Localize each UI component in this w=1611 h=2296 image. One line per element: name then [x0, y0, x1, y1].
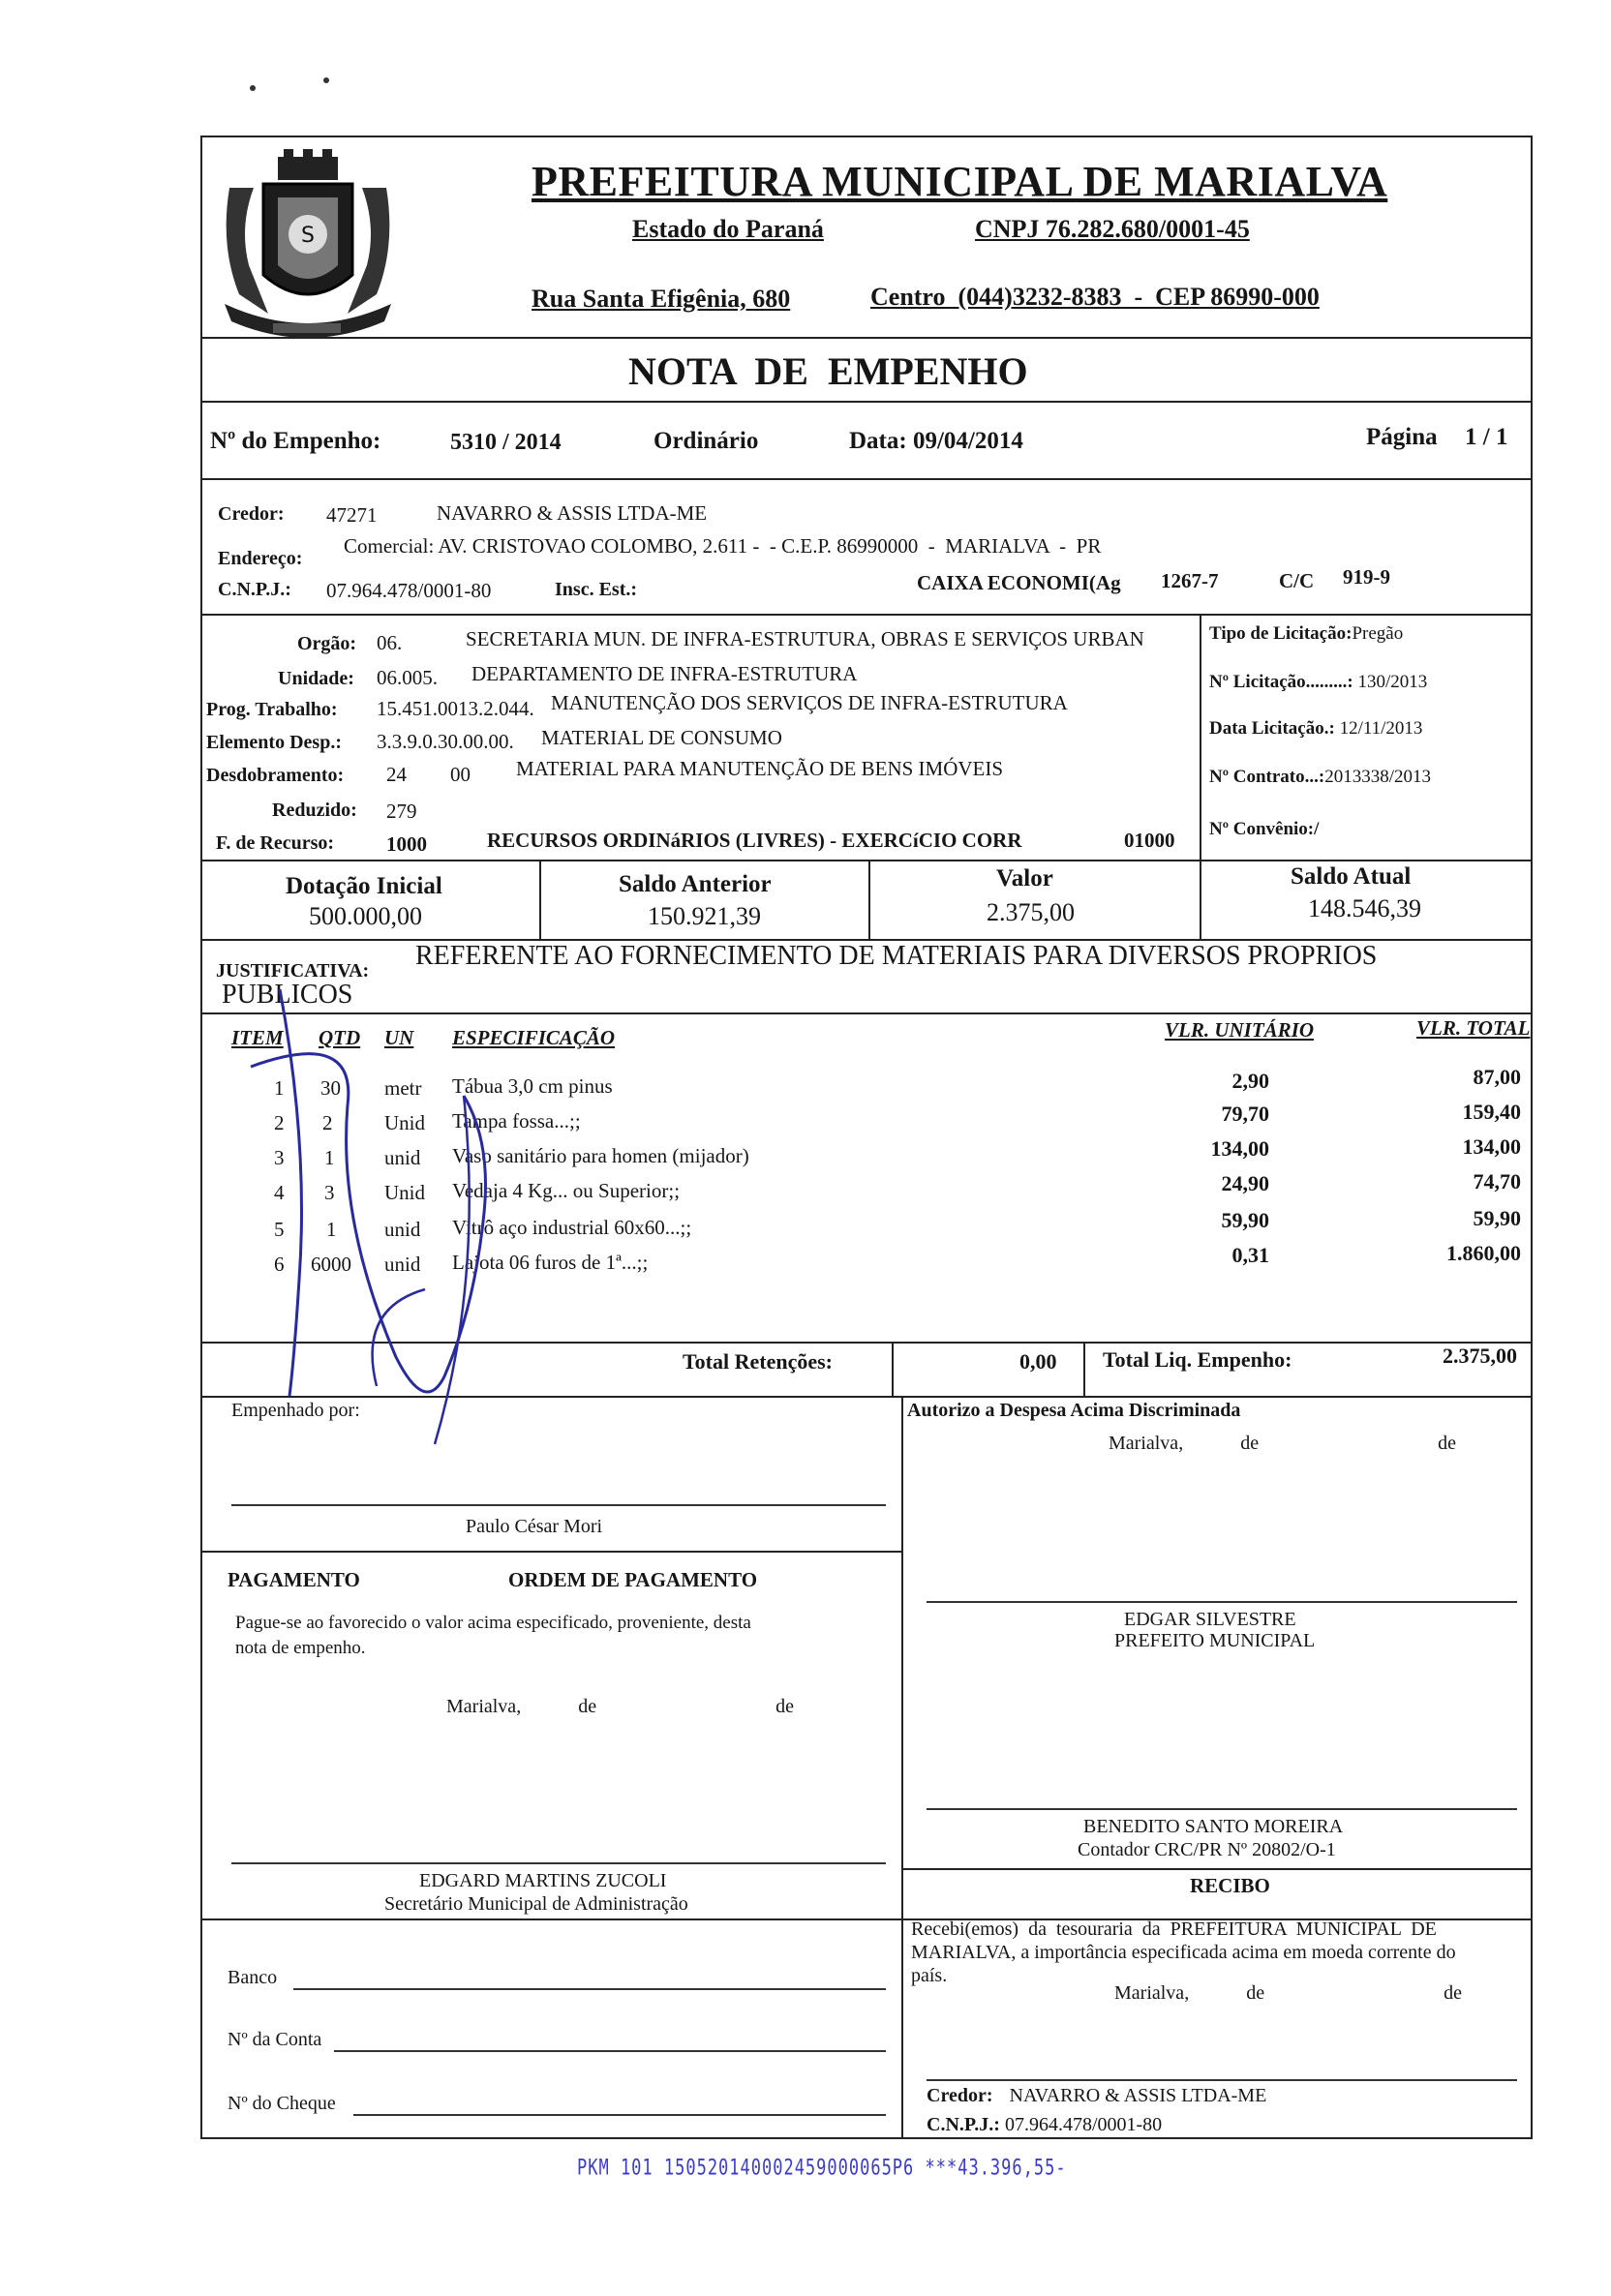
insc-label: Insc. Est.: — [555, 579, 638, 600]
desdobramento-sub: 00 — [450, 763, 471, 786]
empenho-type: Ordinário — [654, 428, 759, 454]
bank-agency: 1267-7 — [1161, 569, 1219, 592]
contador-title: Contador CRC/PR Nº 20802/O-1 — [1078, 1839, 1336, 1860]
reduzido-code: 279 — [386, 800, 417, 823]
item-un: unid — [384, 1146, 421, 1169]
signature-line — [231, 1862, 886, 1864]
recurso-code: 1000 — [386, 832, 427, 856]
place-label: Marialva, — [446, 1696, 522, 1717]
divider — [868, 860, 870, 939]
signature-line — [927, 1808, 1517, 1810]
orgao-desc: SECRETARIA MUN. DE INFRA-ESTRUTURA, OBRAS E SERVIÇOS URBAN — [466, 627, 1144, 650]
header-street: Rua Santa Efigênia, 680 — [532, 285, 791, 313]
empenho-label: Nº do Empenho: — [210, 428, 381, 454]
divider — [202, 860, 1531, 861]
saldo-atual-value: 148.546,39 — [1308, 894, 1421, 922]
empenho-number: 5310 / 2014 — [450, 430, 562, 455]
elemento-label: Elemento Desp.: — [206, 732, 342, 753]
item-unit-value: 2,90 — [1231, 1069, 1269, 1093]
convenio-label: Nº Convênio:/ — [1209, 819, 1320, 839]
date-de-2: de — [1438, 1433, 1456, 1454]
banco-field[interactable] — [293, 1988, 886, 1990]
page-number: 1 / 1 — [1465, 424, 1508, 450]
page-label: Página — [1366, 424, 1438, 450]
signature-line — [231, 1504, 886, 1506]
orgao-code: 06. — [377, 631, 403, 654]
item-number: 4 — [274, 1181, 285, 1204]
recurso-label: F. de Recurso: — [216, 832, 335, 854]
item-un: unid — [384, 1218, 421, 1241]
unidade-label: Unidade: — [278, 668, 354, 689]
recibo-title: RECIBO — [1190, 1874, 1270, 1897]
divider — [1200, 860, 1201, 939]
licitacao-num-value: 130/2013 — [1357, 672, 1428, 692]
item-number: 2 — [274, 1111, 285, 1134]
credor-address: Comercial: AV. CRISTOVAO COLOMBO, 2.611 - - C.E.P. 86990000 - MARIALVA - PR — [344, 534, 1102, 558]
unidade-desc: DEPARTAMENTO DE INFRA-ESTRUTURA — [471, 662, 858, 685]
item-qtd: 3 — [324, 1181, 335, 1204]
desdobramento-label: Desdobramento: — [206, 765, 345, 786]
divider — [202, 401, 1531, 403]
contador-name: BENEDITO SANTO MOREIRA — [1083, 1816, 1344, 1837]
recibo-credor-label: Credor: — [927, 2085, 993, 2106]
scan-speck — [250, 85, 256, 91]
item-unit-value: 0,31 — [1231, 1243, 1269, 1267]
justificativa-label: JUSTIFICATIVA: — [216, 960, 370, 982]
item-unit-value: 24,90 — [1221, 1171, 1269, 1195]
date-de-1: de — [1246, 1982, 1265, 2004]
licitacao-contrato-value: 2013338/2013 — [1324, 767, 1431, 787]
item-qtd: 2 — [322, 1111, 333, 1134]
footer-auth-stamp: PKM 101 150520140002459000065P6 ***43.396,55- — [577, 2156, 1067, 2181]
item-total-value: 74,70 — [1473, 1169, 1521, 1193]
items-header-total: VLR. TOTAL — [1416, 1016, 1531, 1040]
item-qtd: 1 — [324, 1146, 335, 1169]
credor-name: NAVARRO & ASSIS LTDA-ME — [437, 501, 708, 525]
items-header-un: UN — [384, 1026, 414, 1049]
item-qtd: 30 — [320, 1076, 341, 1100]
coat-of-arms-logo — [210, 149, 406, 343]
autorizo-text: Autorizo a Despesa Acima Discriminada — [907, 1400, 1241, 1421]
secretario-name: EDGARD MARTINS ZUCOLI — [419, 1870, 667, 1891]
licitacao-tipo — [1209, 623, 1403, 645]
header-state: Estado do Paraná — [632, 215, 824, 243]
item-unit-value: 134,00 — [1210, 1136, 1269, 1161]
recibo-text-3: país. — [911, 1965, 948, 1986]
item-un: Unid — [384, 1111, 425, 1134]
divider — [1083, 1342, 1085, 1396]
item-total-value: 159,40 — [1462, 1100, 1521, 1124]
liquido-label: Total Liq. Empenho: — [1103, 1347, 1292, 1372]
liquido-value: 2.375,00 — [1443, 1344, 1517, 1368]
recibo-cnpj-value: 07.964.478/0001-80 — [1004, 2114, 1163, 2135]
items-header-qtd: QTD — [319, 1026, 361, 1049]
prog-code: 15.451.0013.2.044. — [377, 697, 534, 720]
address-label: Endereço: — [218, 548, 303, 569]
saldo-anterior-value: 150.921,39 — [648, 902, 761, 930]
licitacao-tipo-value: Pregão — [1352, 623, 1404, 644]
items-header-spec: ESPECIFICAÇÃO — [452, 1026, 616, 1049]
item-total-value: 87,00 — [1473, 1065, 1521, 1089]
dotacao-label: Dotação Inicial — [286, 873, 442, 899]
handwritten-signature — [241, 989, 532, 1454]
empenhado-name: Paulo César Mori — [466, 1516, 603, 1537]
divider — [1200, 614, 1201, 860]
pague-se-text: Pague-se ao favorecido o valor acima especificado, proveniente, desta — [235, 1613, 751, 1633]
items-header-item: ITEM — [231, 1026, 284, 1049]
divider — [892, 1342, 894, 1396]
pague-se-text-2: nota de empenho. — [235, 1638, 366, 1658]
item-number: 1 — [274, 1076, 285, 1100]
cnpj-label: C.N.P.J.: — [218, 579, 291, 600]
recibo-cnpj — [927, 2114, 1162, 2136]
recurso-extra: 01000 — [1124, 829, 1175, 852]
recurso-desc: RECURSOS ORDINáRIOS (LIVRES) - EXERCíCIO CORR — [487, 829, 1022, 852]
scan-speck — [323, 77, 329, 83]
desdobramento-desc: MATERIAL PARA MANUTENÇÃO DE BENS IMÓVEIS — [516, 757, 1004, 780]
signature-line — [927, 2079, 1517, 2081]
prefeito-title: PREFEITO MUNICIPAL — [1114, 1630, 1316, 1651]
credor-label: Credor: — [218, 503, 285, 525]
bank-name: CAIXA ECONOMI(Ag — [917, 571, 1121, 594]
credor-cnpj: 07.964.478/0001-80 — [326, 579, 492, 602]
reduzido-label: Reduzido: — [272, 800, 357, 821]
header-cnpj: CNPJ 76.282.680/0001-45 — [975, 215, 1250, 243]
item-total-value: 1.860,00 — [1446, 1241, 1521, 1265]
place-label: Marialva, — [1114, 1982, 1190, 2004]
item-un: Unid — [384, 1181, 425, 1204]
item-unit-value: 59,90 — [1221, 1208, 1269, 1232]
valor-label: Valor — [996, 865, 1053, 891]
justificativa-text: REFERENTE AO FORNECIMENTO DE MATERIAIS PARA DIVERSOS PROPRIOS — [415, 941, 1378, 971]
item-qtd: 1 — [326, 1218, 337, 1241]
recibo-text: Recebi(emos) da tesouraria da PREFEITURA MUNICIPAL DE — [911, 1918, 1437, 1940]
place-label: Marialva, — [1109, 1433, 1184, 1454]
recibo-text-2: MARIALVA, a importância especificada acima em moeda corrente do — [911, 1942, 1456, 1963]
unidade-code: 06.005. — [377, 666, 438, 689]
pagamento-label: PAGAMENTO — [228, 1568, 360, 1591]
item-spec: Tampa fossa...;; — [452, 1109, 581, 1133]
divider — [202, 614, 1531, 616]
licitacao-num-label: Nº Licitação.........: — [1209, 672, 1353, 692]
date-de-1: de — [578, 1696, 597, 1717]
empenho-date: Data: 09/04/2014 — [849, 428, 1023, 454]
item-number: 3 — [274, 1146, 285, 1169]
retencoes-value: 0,00 — [1019, 1349, 1057, 1374]
item-spec: Lajota 06 furos de 1ª...;; — [452, 1251, 649, 1274]
place-date-autorizo — [1109, 1433, 1456, 1455]
item-spec: Tábua 3,0 cm pinus — [452, 1074, 613, 1098]
item-qtd: 6000 — [311, 1253, 351, 1276]
elemento-desc: MATERIAL DE CONSUMO — [541, 726, 782, 749]
item-total-value: 59,90 — [1473, 1206, 1521, 1230]
desdobramento-code: 24 — [386, 763, 407, 786]
item-spec: Vedaja 4 Kg... ou Superior;; — [452, 1179, 681, 1202]
header-title: PREFEITURA MUNICIPAL DE MARIALVA — [532, 158, 1388, 205]
prog-label: Prog. Trabalho: — [206, 699, 338, 720]
dotacao-value: 500.000,00 — [309, 902, 422, 930]
divider — [901, 1868, 1531, 1870]
item-spec: Vitrô aço industrial 60x60...;; — [452, 1216, 692, 1239]
item-un: metr — [384, 1076, 422, 1100]
cheque-field[interactable] — [353, 2114, 886, 2116]
document-title: NOTA DE EMPENHO — [628, 349, 1028, 393]
licitacao-data-value: 12/11/2013 — [1339, 718, 1423, 739]
item-un: unid — [384, 1253, 421, 1276]
saldo-anterior-label: Saldo Anterior — [619, 871, 772, 897]
prog-desc: MANUTENÇÃO DOS SERVIÇOS DE INFRA-ESTRUTURA — [551, 691, 1068, 714]
recibo-credor — [927, 2085, 1266, 2107]
divider — [901, 1396, 903, 2139]
licitacao-tipo-label: Tipo de Licitação: — [1209, 623, 1353, 644]
retencoes-label: Total Retenções: — [683, 1349, 833, 1374]
licitacao-data-label: Data Licitação.: — [1209, 718, 1335, 739]
item-number: 5 — [274, 1218, 285, 1241]
justificativa-text-2: PUBLICOS — [222, 980, 353, 1010]
divider — [539, 860, 541, 939]
recibo-cnpj-label: C.N.P.J.: — [927, 2114, 1000, 2135]
ordem-pagamento-label: ORDEM DE PAGAMENTO — [508, 1568, 758, 1591]
item-number: 6 — [274, 1253, 285, 1276]
cheque-label: Nº do Cheque — [228, 2093, 336, 2114]
cc-number: 919-9 — [1343, 565, 1390, 589]
item-spec: Vaso sanitário para homen (mijador) — [452, 1144, 749, 1167]
svg-text:S: S — [301, 224, 315, 248]
item-total-value: 134,00 — [1462, 1134, 1521, 1159]
conta-label: Nº da Conta — [228, 2029, 322, 2050]
place-date-recibo — [1114, 1982, 1462, 2005]
conta-field[interactable] — [334, 2050, 886, 2052]
cc-label: C/C — [1279, 569, 1315, 592]
credor-code: 47271 — [326, 503, 378, 527]
secretario-title: Secretário Municipal de Administração — [384, 1893, 688, 1915]
recibo-credor-name: NAVARRO & ASSIS LTDA-ME — [1009, 2085, 1267, 2106]
nota-empenho-form — [200, 136, 1533, 2139]
items-header-unit: VLR. UNITÁRIO — [1165, 1018, 1315, 1042]
empenhado-label: Empenhado por: — [231, 1400, 360, 1421]
prefeito-name: EDGAR SILVESTRE — [1124, 1609, 1296, 1630]
valor-value: 2.375,00 — [987, 898, 1075, 926]
saldo-atual-label: Saldo Atual — [1291, 863, 1412, 890]
licitacao-data — [1209, 718, 1422, 740]
date-de-2: de — [775, 1696, 794, 1717]
divider — [202, 337, 1531, 339]
divider — [202, 1551, 901, 1553]
licitacao-contrato-label: Nº Contrato...: — [1209, 767, 1325, 787]
orgao-label: Orgão: — [297, 633, 357, 654]
item-unit-value: 79,70 — [1221, 1102, 1269, 1126]
licitacao-num — [1209, 672, 1427, 693]
elemento-code: 3.3.9.0.30.00.00. — [377, 730, 514, 753]
banco-label: Banco — [228, 1967, 278, 1988]
place-date-pagamento — [446, 1696, 794, 1718]
date-de-1: de — [1240, 1433, 1260, 1454]
licitacao-contrato — [1209, 767, 1431, 788]
signature-line — [927, 1601, 1517, 1603]
date-de-2: de — [1444, 1982, 1462, 2004]
header-address: Centro (044)3232-8383 - CEP 86990-000 — [870, 283, 1320, 311]
divider — [202, 478, 1531, 480]
